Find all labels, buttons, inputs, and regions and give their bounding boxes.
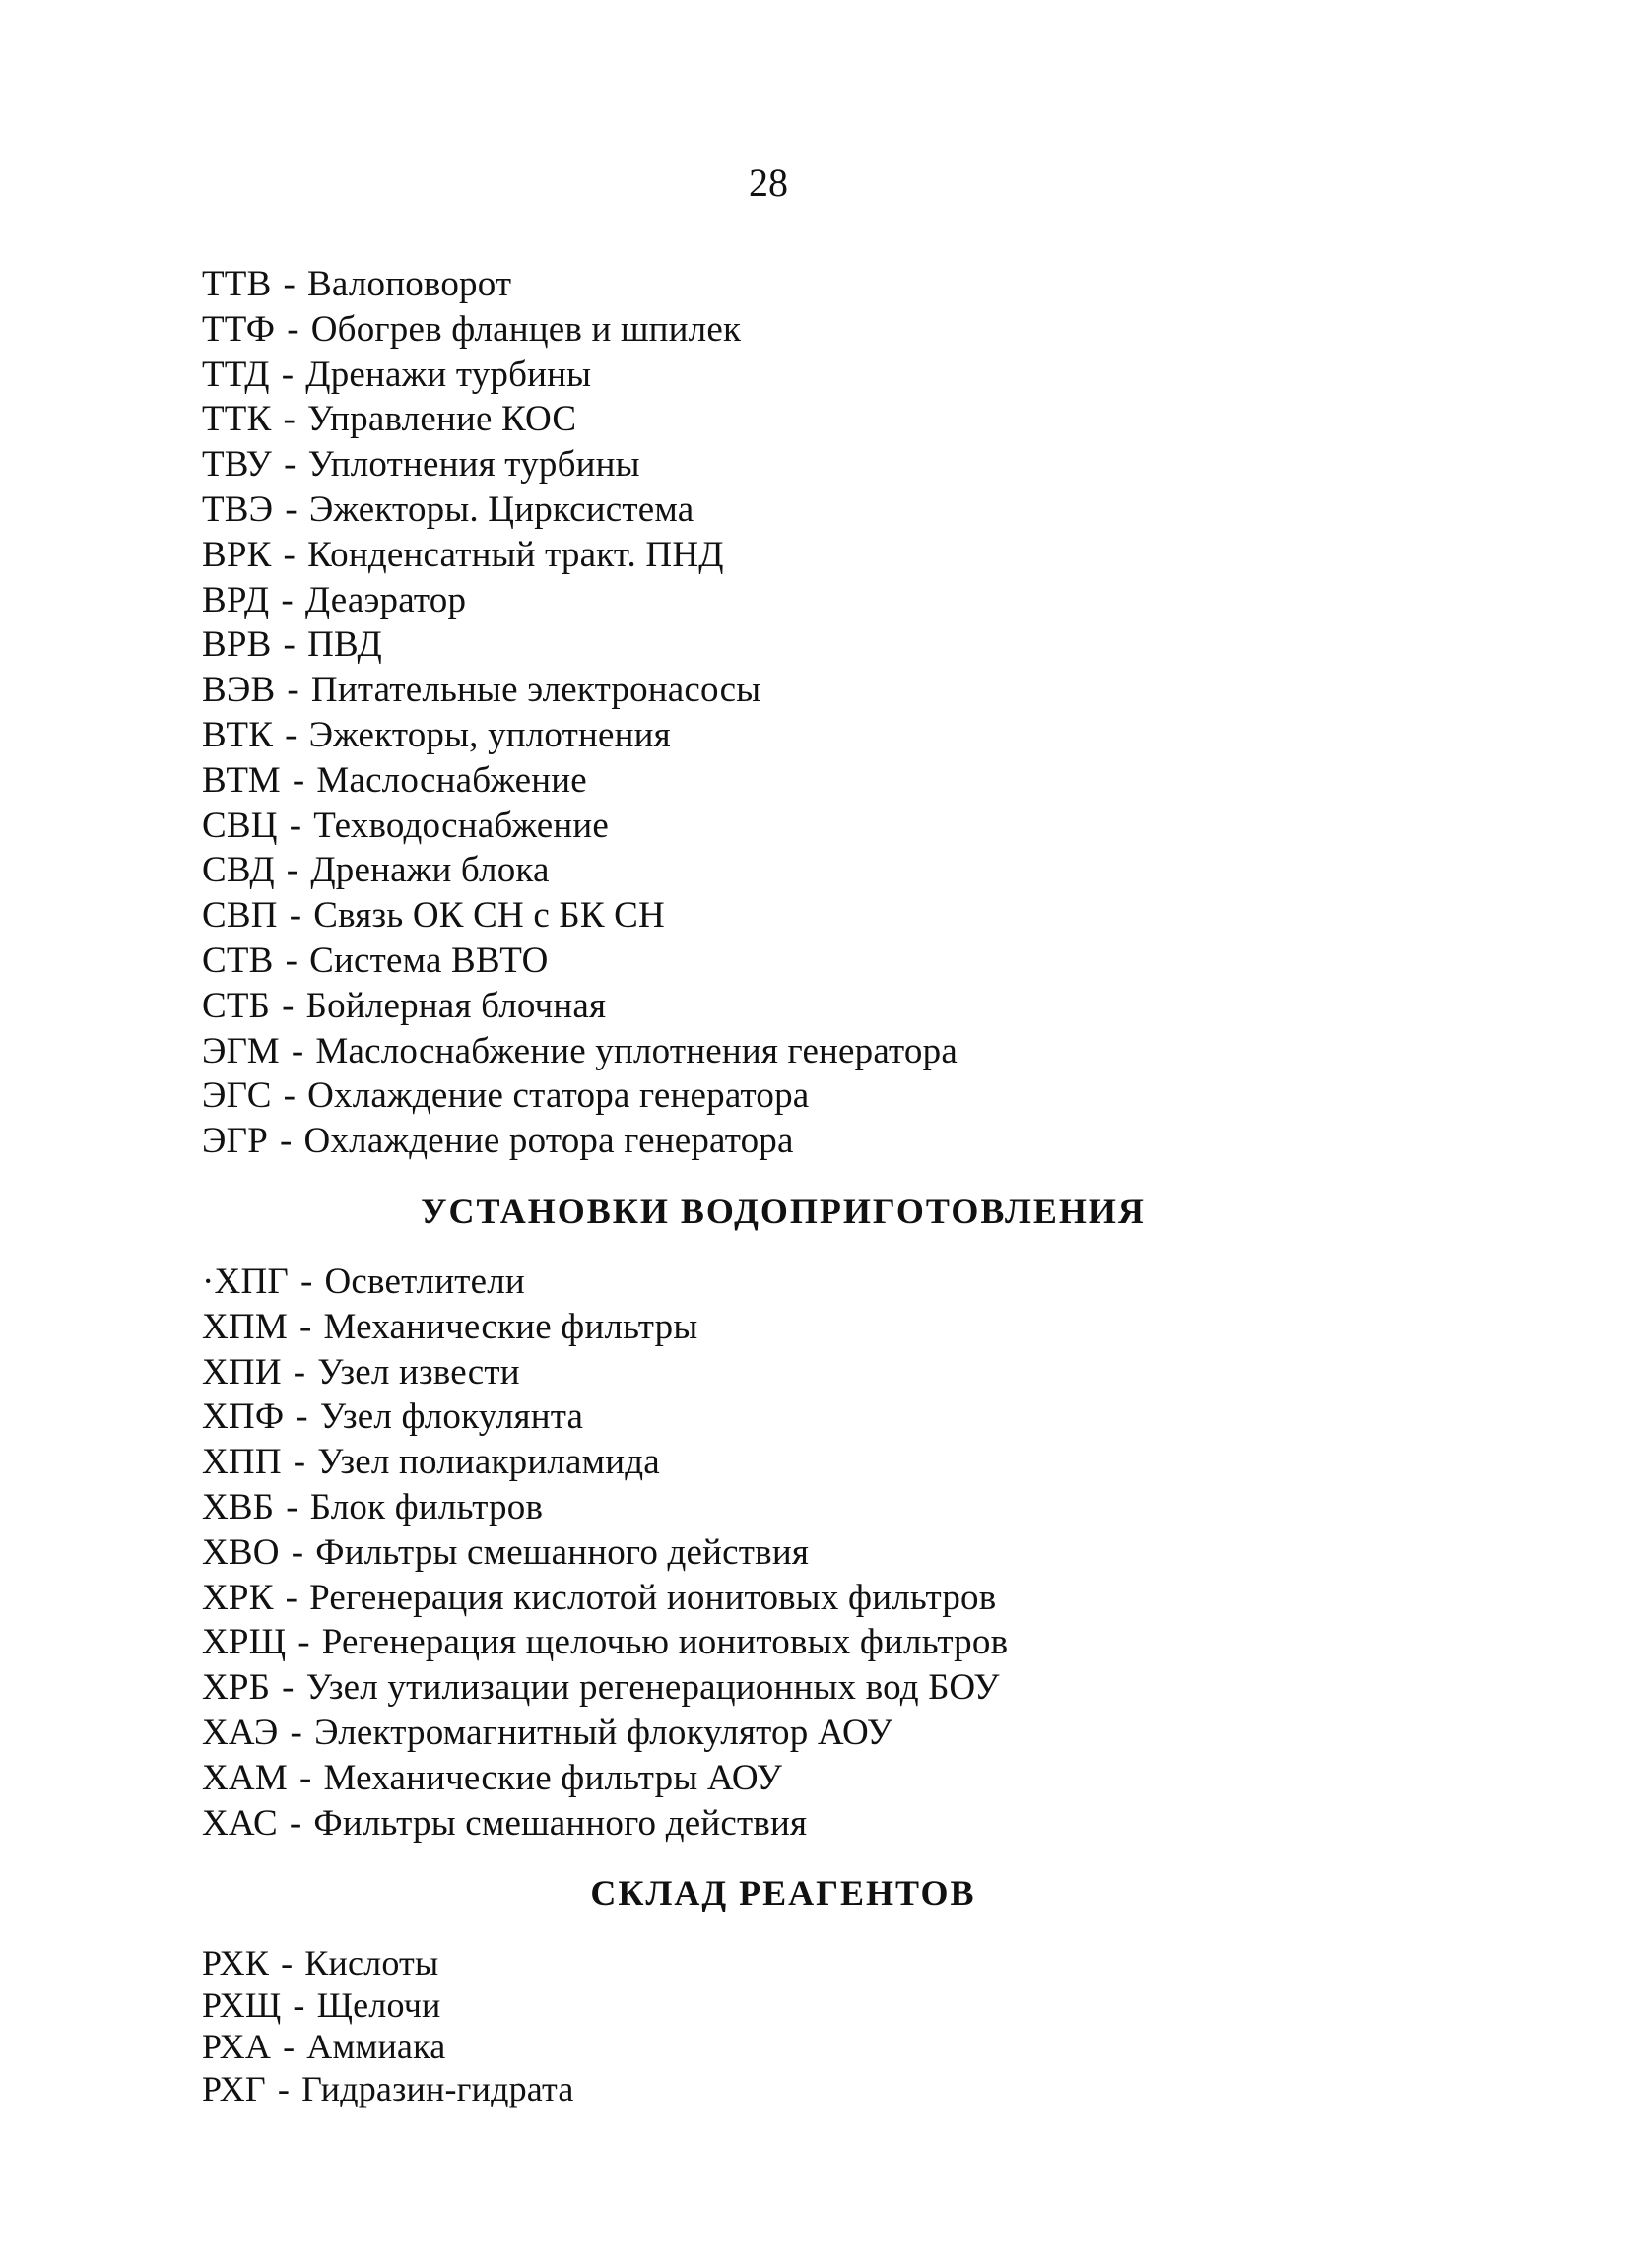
- item-description: Аммиака: [306, 2027, 446, 2066]
- item-code: ЭГР: [202, 1121, 268, 1162]
- item-code: СТБ: [202, 985, 271, 1026]
- item-code: РХА: [202, 2027, 272, 2066]
- item-description: Узел флокулянта: [319, 1396, 584, 1438]
- item-code: ХРБ: [202, 1667, 271, 1709]
- list-item: [202, 579, 467, 620]
- list-item: [202, 1489, 543, 1525]
- list-item: [202, 1030, 958, 1071]
- item-description: Обогрев фланцев и шпилек: [310, 308, 742, 350]
- item-code: ХАС: [202, 1802, 278, 1844]
- item-separator: -: [299, 1262, 313, 1302]
- item-separator: -: [285, 1577, 298, 1618]
- item-code: ХПФ: [202, 1396, 285, 1438]
- list-item: [202, 624, 382, 666]
- item-description: Узел полиакриламида: [317, 1442, 660, 1483]
- item-separator: -: [296, 1396, 308, 1438]
- list-item: [202, 491, 694, 528]
- list-item: [202, 534, 724, 575]
- item-separator: -: [285, 489, 297, 530]
- list-item: [202, 805, 610, 846]
- item-description: Эжекторы, уплотнения: [308, 715, 671, 755]
- item-code: ВТМ: [202, 759, 281, 801]
- list-item: [202, 1984, 441, 2025]
- item-description: Осветлители: [324, 1262, 525, 1302]
- item-separator: -: [289, 1802, 302, 1844]
- heading-reagent-storage: СКЛАД РЕАГЕНТОВ: [590, 1873, 976, 1912]
- item-code: ХПМ: [202, 1306, 288, 1347]
- list-item: [202, 1121, 794, 1162]
- item-separator: -: [286, 850, 299, 891]
- item-separator: -: [291, 1030, 304, 1071]
- list-item: [202, 895, 665, 937]
- item-code: ЭГС: [202, 1075, 272, 1117]
- item-description: Регенерация кислотой ионитовых фильтров: [309, 1577, 997, 1618]
- item-separator: -: [283, 399, 297, 440]
- item-description: Система ВВТО: [309, 940, 549, 981]
- item-code: ТВУ: [202, 444, 273, 486]
- page-number: 28: [749, 161, 788, 205]
- item-code: ВРД: [202, 579, 270, 620]
- item-description: Узел извести: [317, 1351, 520, 1393]
- item-code: ХРК: [202, 1577, 274, 1618]
- item-separator: -: [283, 1075, 297, 1117]
- item-code: ВЭВ: [202, 670, 276, 711]
- item-separator: -: [283, 2027, 296, 2066]
- item-separator: -: [291, 1531, 304, 1573]
- item-separator: -: [283, 624, 297, 666]
- item-code: ВРК: [202, 534, 272, 575]
- list-item: [202, 1945, 438, 1980]
- item-separator: -: [290, 1713, 303, 1753]
- list-item: [202, 1306, 698, 1347]
- item-separator: -: [286, 1487, 298, 1527]
- item-code: СВП: [202, 895, 278, 937]
- item-code: ТТД: [202, 354, 270, 395]
- item-description: Охлаждение статора генератора: [307, 1075, 810, 1117]
- item-code: РХК: [202, 1943, 270, 1982]
- item-description: Техводоснабжение: [313, 805, 610, 846]
- list-item: [202, 1396, 584, 1438]
- list-item: [202, 1264, 525, 1300]
- item-separator: -: [280, 1121, 293, 1162]
- list-item: [202, 266, 511, 302]
- item-code: ХАМ: [202, 1757, 288, 1798]
- item-description: Механические фильтры: [323, 1306, 698, 1347]
- item-separator: -: [282, 1667, 295, 1709]
- list-item: [202, 985, 607, 1026]
- item-description: Блок фильтров: [309, 1487, 544, 1527]
- item-description: Фильтры смешанного действия: [313, 1802, 808, 1844]
- item-separator: -: [282, 985, 295, 1026]
- list-item: [202, 717, 671, 753]
- item-code: ХПИ: [202, 1351, 282, 1393]
- item-description: Бойлерная блочная: [305, 985, 607, 1026]
- item-code: СТВ: [202, 940, 274, 981]
- item-description: Кислоты: [304, 1943, 439, 1982]
- list-item: [202, 1075, 810, 1117]
- item-code: ·ХПГ: [202, 1262, 289, 1302]
- list-item: [202, 2068, 574, 2108]
- item-separator: -: [289, 895, 302, 937]
- list-item: [202, 1757, 783, 1798]
- list-item: [202, 356, 591, 393]
- item-description: Механические фильтры АОУ: [323, 1757, 783, 1798]
- list-item: [202, 1442, 660, 1483]
- item-code: ТТФ: [202, 308, 276, 350]
- item-code: ЭГМ: [202, 1030, 280, 1071]
- item-description: Щелочи: [316, 1984, 441, 2025]
- list-item: [202, 1531, 810, 1573]
- item-description: Питательные электронасосы: [310, 670, 761, 711]
- list-item: [202, 308, 742, 350]
- item-code: ВТК: [202, 715, 274, 755]
- list-item: [202, 759, 587, 801]
- item-description: Связь ОК СН с БК СН: [313, 895, 665, 937]
- list-item: [202, 1802, 808, 1844]
- item-code: ХАЭ: [202, 1713, 279, 1753]
- item-description: Регенерация щелочью ионитовых фильтров: [321, 1622, 1009, 1663]
- item-separator: -: [297, 1622, 310, 1663]
- item-separator: -: [293, 1442, 306, 1483]
- item-separator: -: [281, 354, 295, 395]
- item-code: ХПП: [202, 1442, 282, 1483]
- item-code: ТТВ: [202, 264, 272, 304]
- list-item: [202, 2029, 445, 2064]
- item-separator: -: [289, 805, 302, 846]
- item-separator: -: [287, 308, 299, 350]
- item-separator: -: [281, 1943, 294, 1982]
- item-code: ТТК: [202, 399, 272, 440]
- item-separator: -: [283, 264, 297, 304]
- item-description: Маслоснабжение: [316, 759, 587, 801]
- item-code: СВД: [202, 850, 275, 891]
- list-item: [202, 850, 550, 891]
- item-separator: -: [287, 670, 299, 711]
- heading-water-treatment: УСТАНОВКИ ВОДОПРИГОТОВЛЕНИЯ: [421, 1192, 1146, 1231]
- list-item: [202, 670, 761, 711]
- item-description: Дренажи турбины: [305, 354, 592, 395]
- item-separator: -: [293, 1351, 306, 1393]
- item-code: ХРЩ: [202, 1622, 287, 1663]
- item-code: ВРВ: [202, 624, 272, 666]
- list-item: [202, 1577, 997, 1618]
- item-description: Валоповорот: [307, 264, 512, 304]
- item-description: ПВД: [307, 624, 382, 666]
- list-item: [202, 1715, 892, 1751]
- item-separator: -: [285, 715, 297, 755]
- item-separator: -: [298, 1306, 312, 1347]
- list-item: [202, 1351, 520, 1393]
- item-description: Электромагнитный флокулятор АОУ: [314, 1713, 893, 1753]
- item-separator: -: [292, 759, 305, 801]
- item-description: Дренажи блока: [310, 850, 550, 891]
- item-separator: -: [283, 534, 297, 575]
- item-separator: -: [285, 940, 298, 981]
- item-separator: -: [293, 1984, 305, 2025]
- item-description: Управление КОС: [307, 399, 577, 440]
- item-code: ХВО: [202, 1531, 280, 1573]
- list-item: [202, 399, 577, 440]
- item-description: Фильтры смешанного действия: [315, 1531, 810, 1573]
- item-description: Узел утилизации регенерационных вод БОУ: [305, 1667, 1000, 1709]
- item-description: Гидразин-гидрата: [301, 2068, 574, 2108]
- list-item: [202, 444, 640, 486]
- item-description: Охлаждение ротора генератора: [303, 1121, 794, 1162]
- item-separator: -: [298, 1757, 312, 1798]
- list-item: [202, 1622, 1009, 1663]
- item-separator: -: [284, 444, 297, 486]
- item-code: РХЩ: [202, 1984, 282, 2025]
- item-description: Деаэратор: [304, 579, 467, 620]
- list-item: [202, 1667, 1000, 1709]
- item-code: РХГ: [202, 2068, 266, 2108]
- item-description: Уплотнения турбины: [307, 444, 640, 486]
- item-description: Конденсатный тракт. ПНД: [307, 534, 724, 575]
- item-code: ТВЭ: [202, 489, 274, 530]
- item-separator: -: [277, 2068, 291, 2108]
- list-item: [202, 942, 549, 979]
- item-code: СВЦ: [202, 805, 278, 846]
- item-separator: -: [281, 579, 294, 620]
- item-description: Эжекторы. Цирксистема: [308, 489, 694, 530]
- item-description: Маслоснабжение уплотнения генератора: [315, 1030, 958, 1071]
- item-code: ХВБ: [202, 1487, 275, 1527]
